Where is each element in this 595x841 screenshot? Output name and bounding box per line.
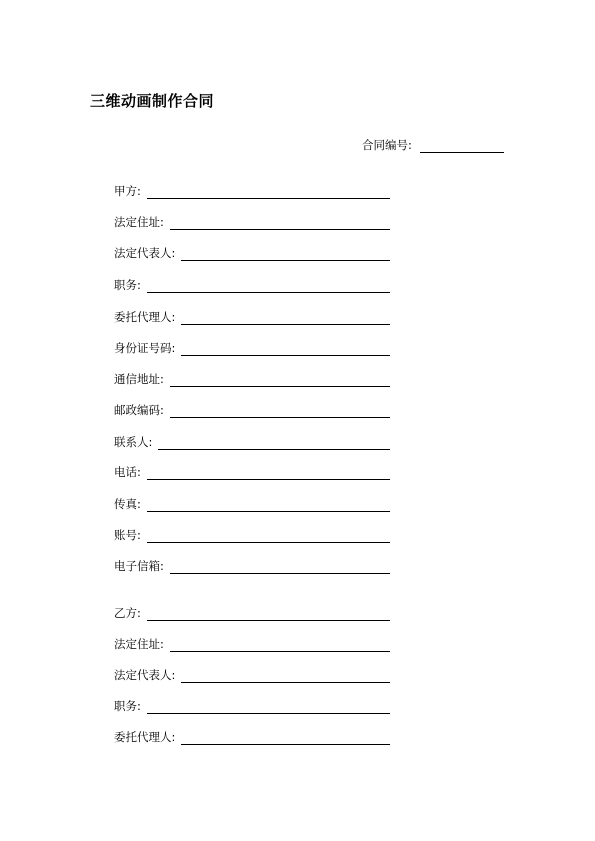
contract-number-blank[interactable]	[420, 140, 504, 153]
fill-in-blank[interactable]	[170, 217, 390, 230]
field-label: 法定住址:	[114, 637, 164, 651]
party-b-legal-rep-row	[114, 667, 390, 683]
party-a-id-number-row	[114, 340, 390, 356]
party-b-agent-row	[114, 729, 390, 745]
field-label: 电子信箱:	[114, 559, 164, 573]
fill-in-blank[interactable]	[170, 405, 390, 418]
fill-in-blank[interactable]	[147, 499, 390, 512]
fill-in-blank[interactable]	[147, 701, 390, 714]
party-a-account-row	[114, 527, 390, 543]
fill-in-blank[interactable]	[147, 467, 390, 480]
fill-in-blank[interactable]	[147, 280, 390, 293]
party-a-email-row	[114, 558, 390, 574]
party-a-mailing-address-row	[114, 371, 390, 387]
fill-in-blank[interactable]	[181, 732, 390, 745]
field-label: 法定代表人:	[114, 246, 176, 260]
party-a-legal-rep-row	[114, 245, 390, 261]
fill-in-blank[interactable]	[170, 374, 390, 387]
contract-number-row	[362, 137, 504, 153]
field-label: 电话:	[114, 465, 141, 479]
page-title: 三维动画制作合同	[90, 92, 215, 110]
party-a-postal-code-row	[114, 402, 390, 418]
party-b-position-row	[114, 698, 390, 714]
party-a-agent-row	[114, 309, 390, 325]
fill-in-blank[interactable]	[181, 312, 390, 325]
field-label: 委托代理人:	[114, 310, 176, 324]
field-label: 联系人:	[114, 435, 153, 449]
field-label: 职务:	[114, 278, 141, 292]
field-label: 法定代表人:	[114, 668, 176, 682]
party-a-name-row	[114, 183, 390, 199]
party-a-contact-row	[114, 434, 390, 450]
fill-in-blank[interactable]	[181, 343, 390, 356]
field-label: 通信地址:	[114, 372, 164, 386]
contract-number-label: 合同编号:	[362, 138, 412, 152]
field-label: 账号:	[114, 528, 141, 542]
field-label: 职务:	[114, 699, 141, 713]
field-label: 甲方:	[114, 184, 141, 198]
field-label: 身份证号码:	[114, 341, 176, 355]
field-label: 传真:	[114, 497, 141, 511]
party-a-phone-row	[114, 464, 390, 480]
fill-in-blank[interactable]	[158, 437, 390, 450]
fill-in-blank[interactable]	[170, 561, 390, 574]
fill-in-blank[interactable]	[181, 670, 390, 683]
fill-in-blank[interactable]	[170, 639, 390, 652]
party-b-address-row	[114, 636, 390, 652]
fill-in-blank[interactable]	[181, 248, 390, 261]
field-label: 邮政编码:	[114, 403, 164, 417]
party-a-position-row	[114, 277, 390, 293]
party-b-name-row	[114, 605, 390, 621]
field-label: 法定住址:	[114, 215, 164, 229]
party-a-address-row	[114, 214, 390, 230]
fill-in-blank[interactable]	[147, 608, 390, 621]
party-a-fax-row	[114, 496, 390, 512]
field-label: 委托代理人:	[114, 730, 176, 744]
field-label: 乙方:	[114, 606, 141, 620]
fill-in-blank[interactable]	[147, 530, 390, 543]
fill-in-blank[interactable]	[147, 186, 390, 199]
